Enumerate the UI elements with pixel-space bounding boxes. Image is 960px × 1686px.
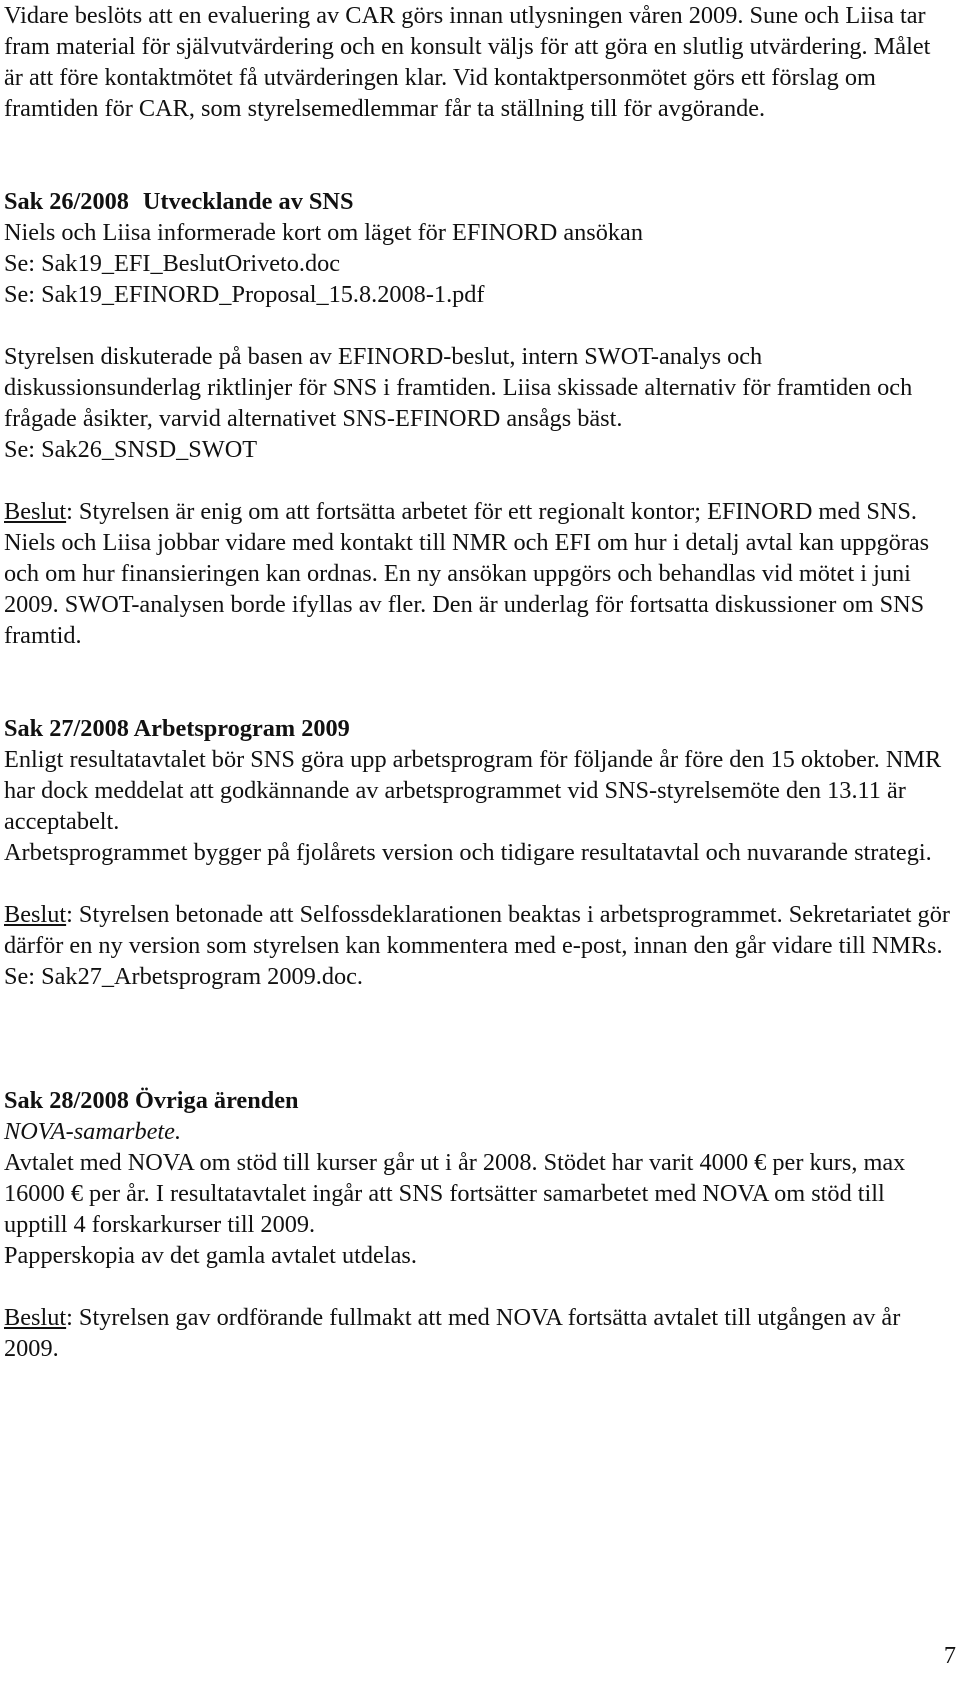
sak26-info: Niels och Liisa informerade kort om läget för EFINORD ansökan <box>4 219 643 246</box>
sak26-ref1: Se: Sak19_EFI_BeslutOriveto.doc <box>4 250 341 277</box>
sak26-ref2: Se: Sak19_EFINORD_Proposal_15.8.2008-1.pdf <box>4 281 485 308</box>
page-number: 7 <box>943 1642 956 1669</box>
sak28-subheading: NOVA-samarbete. <box>4 1118 182 1145</box>
spacer <box>4 651 952 713</box>
sak26-discussion: Styrelsen diskuterade på basen av EFINORD-beslut, intern SWOT-analys och diskussionsunderlag riktlinjer för SNS i framtiden. Liisa skissade alternativ för framtiden och frågade åsikter, varvid alternativet SNS-EFINORD ansågs bäst. <box>4 343 913 432</box>
sak26-title: Utvecklande av SNS <box>142 188 354 215</box>
beslut-text: : Styrelsen gav ordförande fullmakt att med NOVA fortsätta avtalet till utgången av år 2009. <box>4 1304 901 1362</box>
beslut-text: : Styrelsen är enig om att fortsätta arbetet för ett regionalt kontor; EFINORD med SNS. Niels och Liisa jobbar vidare med kontakt till NMR och EFI om hur i detalj avtal kan uppgöras och om hur finansieringen kan ordnas. En ny ansökan uppgörs och behandlas vid mötet i juni 2009. SWOT-analysen borde ifyllas av fler. Den är underlag för fortsatta diskussioner om SNS framtid. <box>4 498 930 649</box>
sak26-heading <box>4 186 952 217</box>
spacer <box>4 465 952 496</box>
sak26-number: Sak 26/2008 <box>4 188 129 215</box>
beslut-label: Beslut <box>4 498 67 525</box>
document-page <box>4 0 952 1364</box>
spacer <box>4 124 952 186</box>
sak28-text1: Avtalet med NOVA om stöd till kurser går ut i år 2008. Stödet har varit 4000 € per kurs, max 16000 € per år. I resultatavtalet ingår att SNS fortsätter samarbetet med NOVA om stöd till upptill 4 forskarkurser till 2009. <box>4 1149 906 1238</box>
spacer <box>4 1271 952 1302</box>
spacer <box>4 868 952 899</box>
beslut-label: Beslut <box>4 1304 67 1331</box>
sak26-beslut <box>4 496 952 651</box>
sak27-text1: Enligt resultatavtalet bör SNS göra upp arbetsprogram för följande år före den 15 oktober. NMR har dock meddelat att godkännande av arbetsprogrammet vid SNS-styrelsemöte den 13.11 är acceptabelt. <box>4 746 942 835</box>
sak27-beslut <box>4 899 952 992</box>
sak28-text2: Papperskopia av det gamla avtalet utdelas. <box>4 1242 417 1269</box>
beslut-text: : Styrelsen betonade att Selfossdeklarationen beaktas i arbetsprogrammet. Sekretariatet gör därför en ny version som styrelsen kan kommentera med e-post, innan den går vidare till NMRs. Se: Sak27_Arbetsprogram 2009.doc. <box>4 901 950 990</box>
spacer <box>4 1054 952 1085</box>
spacer <box>4 310 952 341</box>
beslut-label: Beslut <box>4 901 67 928</box>
spacer <box>4 992 952 1054</box>
sak27-heading: Sak 27/2008 Arbetsprogram 2009 <box>4 715 350 742</box>
sak26-ref3: Se: Sak26_SNSD_SWOT <box>4 436 258 463</box>
sak28-beslut <box>4 1302 952 1364</box>
sak27-text2: Arbetsprogrammet bygger på fjolårets version och tidigare resultatavtal och nuvarande strategi. <box>4 839 932 866</box>
sak28-heading: Sak 28/2008 Övriga ärenden <box>4 1087 299 1114</box>
intro-paragraph: Vidare beslöts att en evaluering av CAR görs innan utlysningen våren 2009. Sune och Liisa tar fram material för självutvärdering och en konsult väljs för att göra en slutlig utvärdering. Målet är att före kontaktmötet få utvärderingen klar. Vid kontaktpersonmötet görs ett förslag om framtiden för CAR, som styrelsemedlemmar får ta ställning till för avgörande. <box>4 2 931 122</box>
